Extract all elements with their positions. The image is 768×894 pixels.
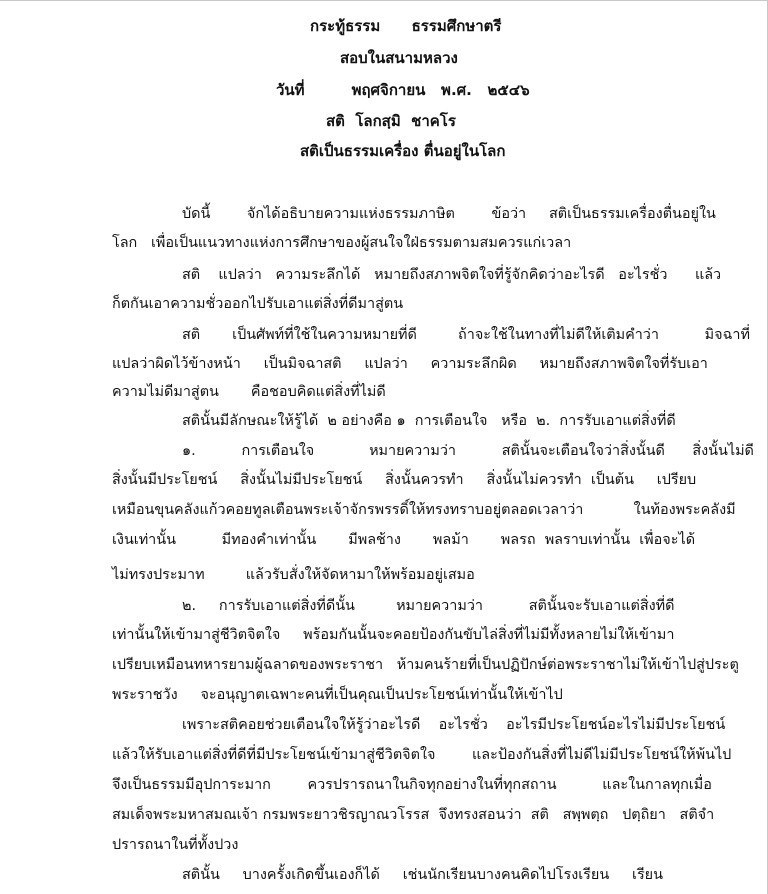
body-line-23: สตินั้น บางครั้งเกิดขึ้นเองก็ได้ เช่นนักเรียนบางคนคิดไปโรงเรียน เรียน: [182, 867, 663, 883]
body-line-9: ๑. การเตือนใจ หมายความว่า สตินั้นจะเตือนใจว่าสิ่งนั้นดี สิ่งนั้นไม่ดี: [182, 443, 754, 459]
body-line-18: เพราะสติคอยช่วยเตือนใจให้รู้ว่าอะไรดี อะไรชั่ว อะไรมีประโยชน์อะไรไม่มีประโยชน์: [182, 717, 726, 733]
body-line-4: ก็ตกันเอาความชั่วออกไปรับเอาแต่สิ่งที่ดีมาสู่ตน: [112, 296, 404, 312]
header-thai-translation: สติเป็นธรรมเครื่อง ตื่นอยู่ในโลก: [300, 142, 506, 160]
body-line-21: สมเด็จพระมหาสมณเจ้า กรมพระยาวชิรญาณวโรรส จึงทรงสอนว่า สติ สพฺพตฺถ ปตฺถิยา สติจำ: [112, 807, 715, 823]
body-line-1: บัดนี้ จักได้อธิบายความแห่งธรรมภาษิต ข้อว่า สติเป็นธรรมเครื่องตื่นอยู่ใน: [182, 206, 716, 222]
body-line-5: สติ เป็นศัพท์ที่ใช้ในความหมายที่ดี ถ้าจะใช้ในทางที่ไม่ดีให้เติมคำว่า มิจฉาที่: [182, 327, 750, 343]
body-line-20: จึงเป็นธรรมมีอุปการะมาก ควรปรารถนาในกิจทุกอย่างในที่ทุกสถาน และในกาลทุกเมื่อ: [112, 777, 712, 793]
body-line-10: สิ่งนั้นมีประโยชน์ สิ่งนั้นไม่มีประโยชน์ สิ่งนั้นควรทำ สิ่งนั้นไม่ควรทำ เป็นต้น เปรียบ: [112, 472, 697, 488]
body-line-16: เปรียบเหมือนทหารยามผู้ฉลาดของพระราชา ห้ามคนร้ายที่เป็นปฏิปักษ์ต่อพระราชาไม่ให้เข้าไปสู่ประตู: [112, 657, 739, 673]
body-line-11: เหมือนขุนคลังแก้วคอยทูลเตือนพระเจ้าจักรพรรดิ์ให้ทรงทราบอยู่ตลอดเวลาว่า ในท้องพระคลังมี: [112, 502, 736, 518]
body-line-3: สติ แปลว่า ความระลึกได้ หมายถึงสภาพจิตใจที่รู้จักคิดว่าอะไรดี อะไรชั่ว แล้ว: [182, 267, 722, 283]
header-date: วันที่ พฤศจิกายน พ.ศ. ๒๕๔๖: [276, 81, 530, 99]
body-line-15: เท่านั้นให้เข้ามาสู่ชีวิตจิตใจ พร้อมกันนั้นจะคอยป้องกันขับไล่สิ่งที่ไม่มีทั้งหลายไม่ให้เข้ามา: [112, 627, 675, 643]
body-line-17: พระราชวัง จะอนุญาตเฉพาะคนที่เป็นคุณเป็นประโยชน์เท่านั้นให้เข้าไป: [112, 687, 563, 703]
header-exam-venue: สอบในสนามหลวง: [340, 49, 458, 67]
body-line-7: ความไม่ดีมาสู่ตน คือชอบคิดแต่สิ่งที่ไม่ดี: [112, 384, 386, 400]
body-line-22: ปรารถนาในที่ทั้งปวง: [112, 837, 239, 853]
body-line-8: สตินั้นมีลักษณะให้รู้ได้ ๒ อย่างคือ ๑ การเตือนใจ หรือ ๒. การรับเอาแต่สิ่งที่ดี: [182, 413, 676, 429]
body-line-6: แปลว่าผิดไว้ข้างหน้า เป็นมิจฉาสติ แปลว่า ความระลึกผิด หมายถึงสภาพจิตใจที่รับเอา: [112, 356, 708, 372]
body-line-2: โลก เพื่อเป็นแนวทางแห่งการศึกษาของผู้สนใจใฝ่ธรรมตามสมควรแก่เวลา: [112, 235, 572, 251]
body-line-14: ๒. การรับเอาแต่สิ่งที่ดีนั้น หมายความว่า สตินั้นจะรับเอาแต่สิ่งที่ดี: [182, 598, 675, 614]
body-line-12: เงินเท่านั้น มีทองคำเท่านั้น มีพลช้าง พลม้า พลรถ พลราบเท่านั้น เพื่อจะได้: [112, 532, 696, 548]
body-line-13: ไม่ทรงประมาท แล้วรับสั่งให้จัดหามาให้พร้อมอยู่เสมอ: [112, 567, 475, 583]
body-line-19: แล้วให้รับเอาแต่สิ่งที่ดีที่มีประโยชน์เข้ามาสู่ชีวิตจิตใจ และป้องกันสิ่งที่ไม่ดีไม่มีประโยชน์ให้พ้นไป: [112, 747, 732, 763]
header-title: กระทู้ธรรม ธรรมศึกษาตรี: [310, 17, 502, 35]
header-pali-verse: สติ โลกสฺมิ ชาคโร: [326, 112, 456, 130]
